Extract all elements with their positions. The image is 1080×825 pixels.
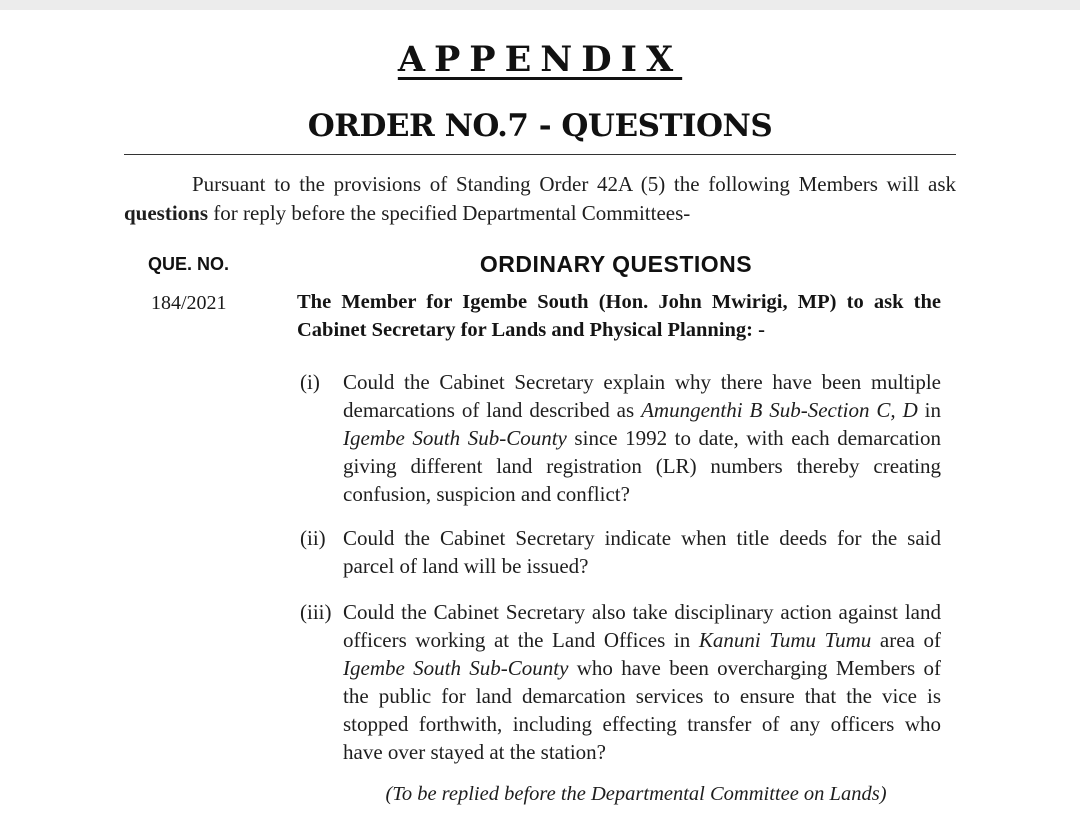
item-text <box>343 524 941 580</box>
item-text-part: area of <box>871 628 941 652</box>
item-text-part: in <box>917 398 941 422</box>
item-text-part: Could the Cabinet Secretary indicate when title deeds for the said parcel of land will be issued? <box>343 526 941 578</box>
que-no-header: QUE. NO. <box>148 254 230 274</box>
item-number: (i) <box>300 370 320 394</box>
top-strip <box>0 0 1080 10</box>
intro-bold-word: questions <box>124 201 209 225</box>
document-page <box>0 10 1080 825</box>
item-number: (iii) <box>300 600 332 624</box>
item-text <box>343 598 941 766</box>
ordinary-questions-heading: ORDINARY QUESTIONS <box>479 251 753 277</box>
appendix-heading <box>0 40 1080 80</box>
question-number: 184/2021 <box>151 292 227 314</box>
order-title: ORDER NO.7 - QUESTIONS <box>307 108 773 144</box>
reply-note: (To be replied before the Departmental Committee on Lands) <box>385 783 887 805</box>
question-item-i <box>300 368 941 508</box>
item-italic-place: Amungenthi B Sub-Section C, D <box>641 398 918 422</box>
intro-text-1: Pursuant to the provisions of Standing Order 42A (5) the following Members will ask <box>192 172 956 196</box>
item-text-part: who have been overcharging Members of the public for land demarcation services to ensure that the vice is stopped forthwith, including effecting transfer of any officers who have over stayed at the station? <box>343 656 941 764</box>
item-number: (ii) <box>300 526 326 550</box>
divider-rule <box>124 154 956 155</box>
appendix-heading-text: APPENDIX <box>397 39 683 80</box>
intro-text-2: for reply before the specified Departmental Committees- <box>208 201 691 225</box>
question-lead: The Member for Igembe South (Hon. John Mwirigi, MP) to ask the Cabinet Secretary for Lands and Physical Planning: - <box>297 291 941 341</box>
item-text-part: since 1992 to date, with each demarcation giving different land registration (LR) numbers thereby creating confusion, suspicion and conflict? <box>343 426 941 506</box>
intro-paragraph <box>124 170 956 228</box>
question-item-ii <box>300 524 941 580</box>
item-italic-place: Igembe South Sub-County <box>343 656 569 680</box>
item-italic-place: Kanuni Tumu Tumu <box>698 628 872 652</box>
question-item-iii <box>300 598 941 766</box>
item-italic-place: Igembe South Sub-County <box>343 426 567 450</box>
item-text <box>343 368 941 508</box>
item-text-part: Could the Cabinet Secretary also take disciplinary action against land officers working at the Land Offices in <box>343 600 941 652</box>
item-text-part: Could the Cabinet Secretary explain why there have been multiple demarcations of land described as <box>343 370 941 422</box>
